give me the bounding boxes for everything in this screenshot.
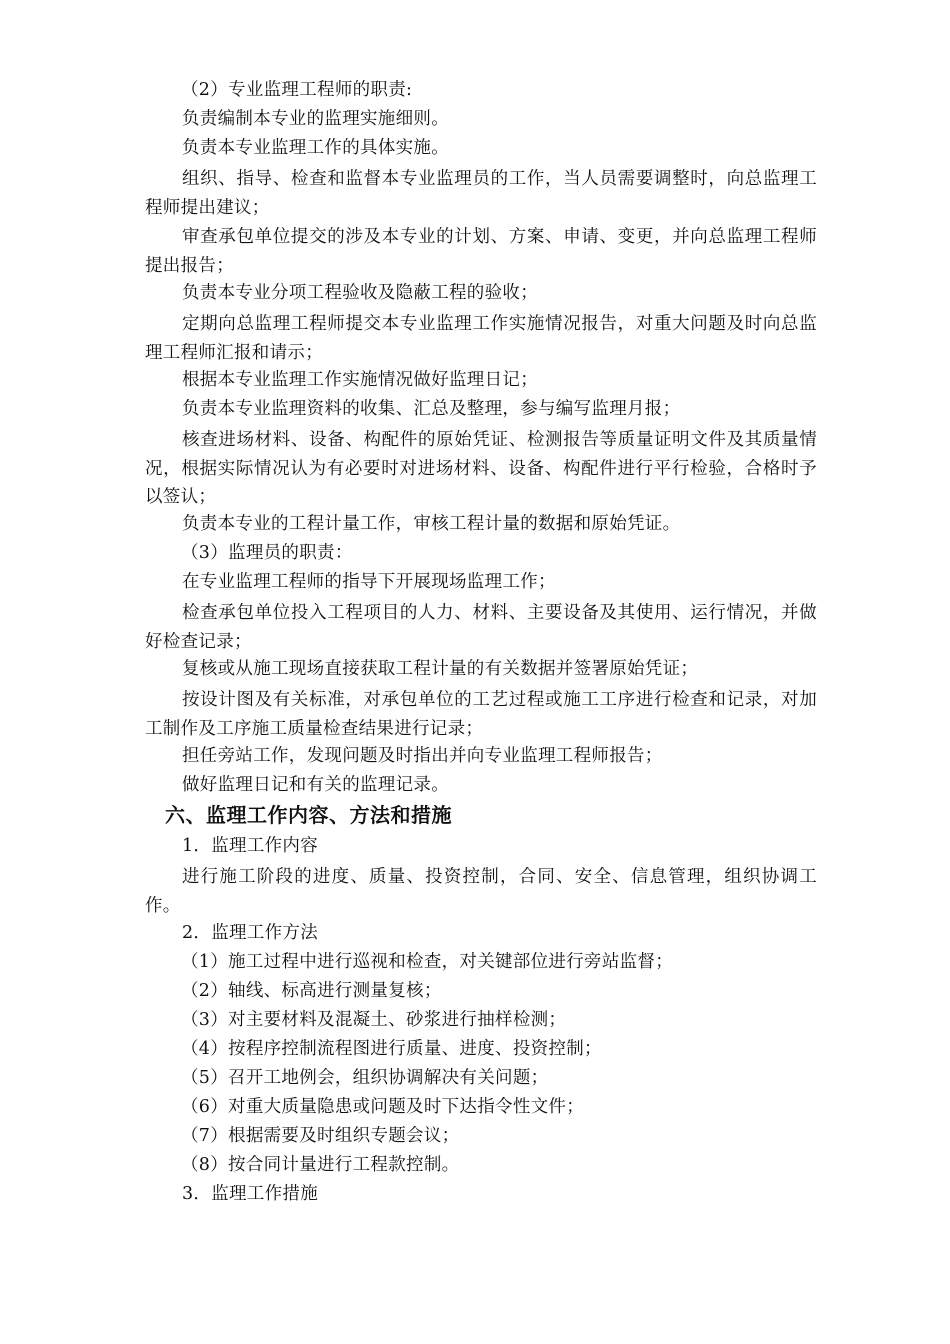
- method-item: （2）轴线、标高进行测量复核；: [181, 981, 442, 1001]
- method-item: （3）对主要材料及混凝土、砂浆进行抽样检测；: [181, 1010, 567, 1030]
- inspector-duty-4: 按设计图及有关标准，对承包单位的工艺过程或施工工序进行检查和记录，对加工制作及工序施工质量检查结果进行记录；: [145, 690, 817, 739]
- inspector-duty-5: 担任旁站工作，发现问题及时指出并向专业监理工程师报告；: [182, 746, 663, 766]
- method-item: （1）施工过程中进行巡视和检查，对关键部位进行旁站监督；: [181, 952, 674, 972]
- method-item: （7）根据需要及时组织专题会议；: [181, 1126, 460, 1146]
- section-6-heading: 六、监理工作内容、方法和措施: [165, 803, 452, 827]
- engineer-duty-6: 定期向总监理工程师提交本专业监理工作实施情况报告，对重大问题及时向总监理工程师汇报和请示；: [145, 314, 817, 363]
- inspector-duty-6: 做好监理日记和有关的监理记录。: [182, 775, 449, 795]
- method-item: （8）按合同计量进行工程款控制。: [181, 1155, 460, 1175]
- inspector-duty-2: 检查承包单位投入工程项目的人力、材料、主要设备及其使用、运行情况，并做好检查记录；: [145, 603, 817, 652]
- engineer-duty-1: 负责编制本专业的监理实施细则。: [182, 109, 449, 129]
- content-text: 进行施工阶段的进度、质量、投资控制，合同、安全、信息管理，组织协调工作。: [145, 867, 817, 916]
- engineer-duty-5: 负责本专业分项工程验收及隐蔽工程的验收；: [182, 283, 538, 303]
- inspector-duty-1: 在专业监理工程师的指导下开展现场监理工作；: [182, 572, 556, 592]
- inspector-duties-title: （3）监理员的职责：: [181, 543, 353, 563]
- method-item: （5）召开工地例会，组织协调解决有关问题；: [181, 1068, 549, 1088]
- content-subtitle: 1．监理工作内容: [182, 836, 319, 856]
- engineer-duty-7: 根据本专业监理工作实施情况做好监理日记；: [182, 370, 538, 390]
- engineer-duty-10: 负责本专业的工程计量工作，审核工程计量的数据和原始凭证。: [182, 514, 681, 534]
- engineer-duty-3: 组织、指导、检查和监督本专业监理员的工作，当人员需要调整时，向总监理工程师提出建议；: [145, 169, 817, 218]
- engineer-duty-8: 负责本专业监理资料的收集、汇总及整理，参与编写监理月报；: [182, 399, 681, 419]
- engineer-duty-4: 审查承包单位提交的涉及本专业的计划、方案、申请、变更，并向总监理工程师提出报告；: [145, 227, 817, 276]
- measures-subtitle: 3．监理工作措施: [182, 1184, 319, 1204]
- engineer-duties-title: （2）专业监理工程师的职责:: [181, 80, 413, 100]
- engineer-duty-9: 核查进场材料、设备、构配件的原始凭证、检测报告等质量证明文件及其质量情况，根据实际情况认为有必要时对进场材料、设备、构配件进行平行检验，合格时予以签认；: [145, 430, 817, 508]
- method-item: （6）对重大质量隐患或问题及时下达指令性文件；: [181, 1097, 585, 1117]
- methods-subtitle: 2．监理工作方法: [182, 923, 319, 943]
- inspector-duty-3: 复核或从施工现场直接获取工程计量的有关数据并签署原始凭证；: [182, 659, 699, 679]
- engineer-duty-2: 负责本专业监理工作的具体实施。: [182, 138, 449, 158]
- method-item: （4）按程序控制流程图进行质量、进度、投资控制；: [181, 1039, 602, 1059]
